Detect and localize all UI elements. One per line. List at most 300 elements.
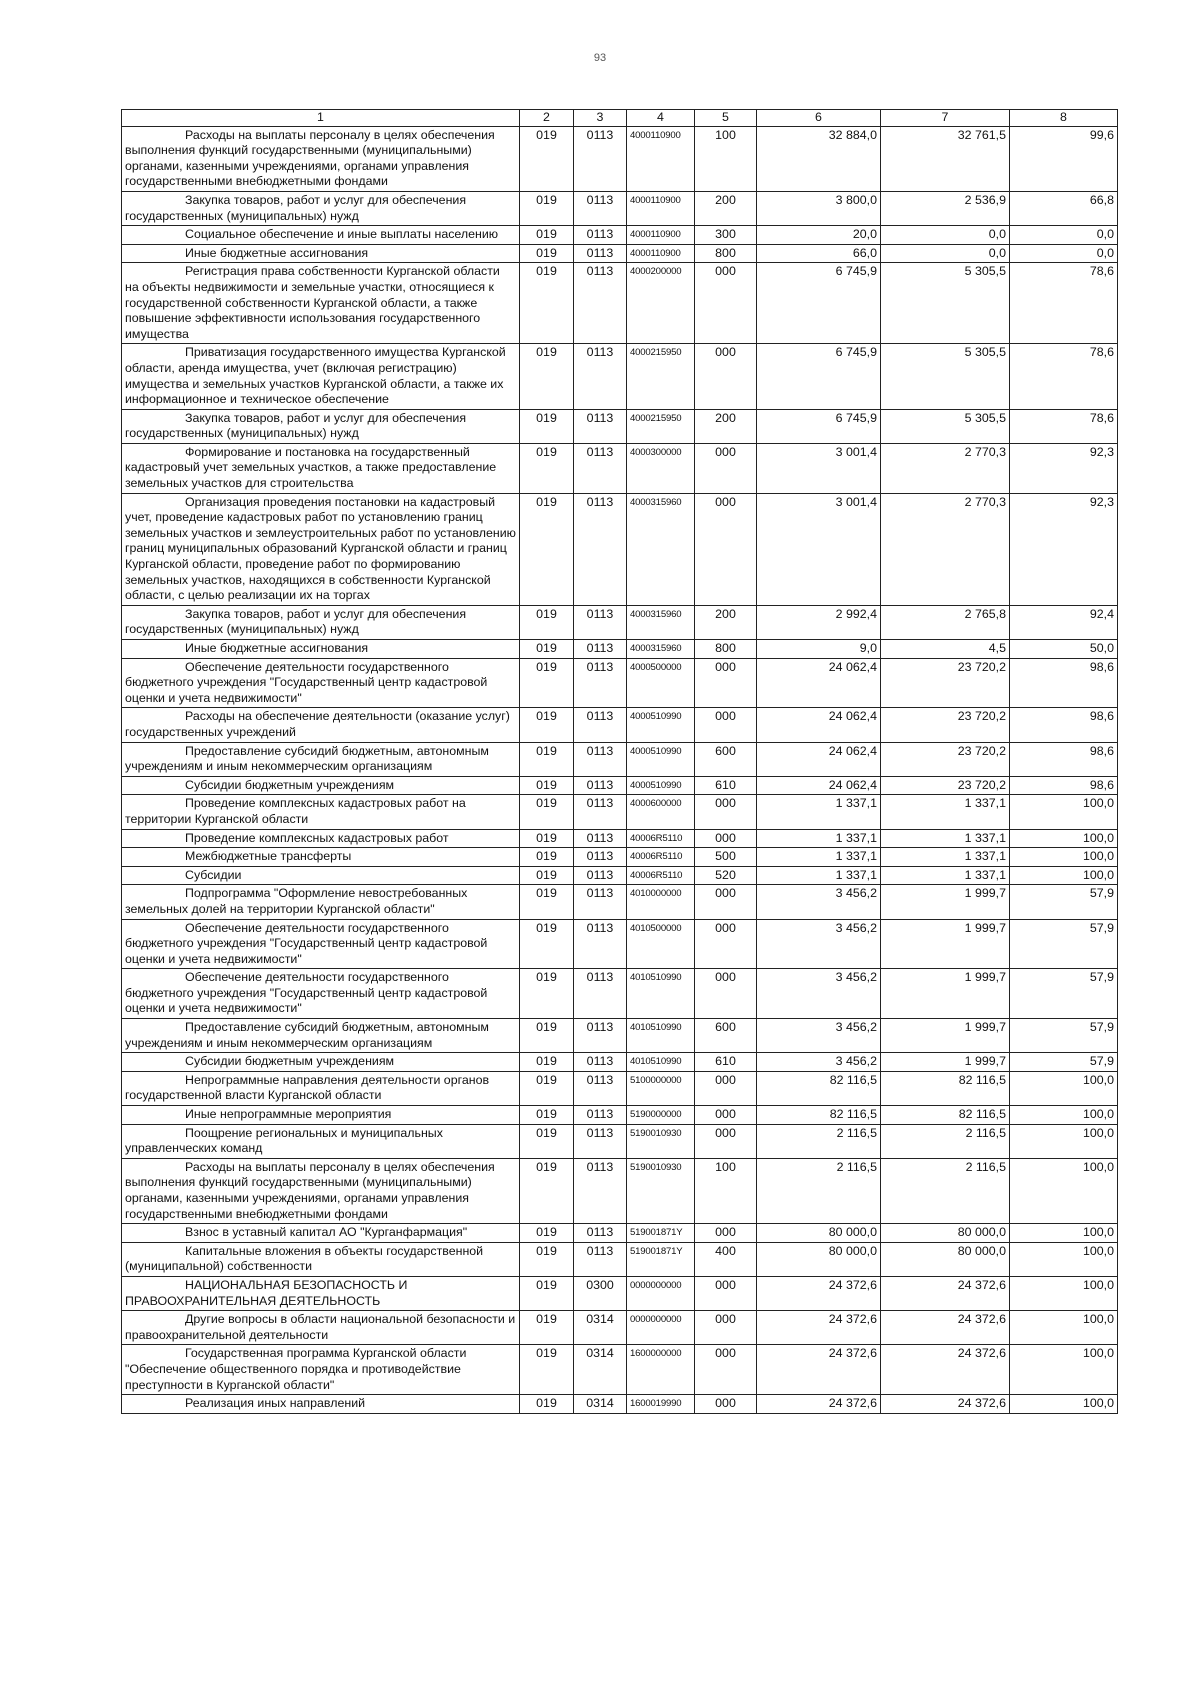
- row-csr: 4000315960: [627, 493, 695, 605]
- row-name: Иные бюджетные ассигнования: [122, 244, 520, 263]
- row-ved: 019: [520, 244, 574, 263]
- row-pct: 57,9: [1010, 919, 1118, 969]
- row-rz: 0113: [574, 605, 627, 639]
- row-fact: 23 720,2: [881, 776, 1010, 795]
- row-plan: 1 337,1: [757, 848, 881, 867]
- row-rz: 0300: [574, 1276, 627, 1310]
- row-pct: 100,0: [1010, 795, 1118, 829]
- row-csr: 4000215950: [627, 409, 695, 443]
- table-row: [122, 658, 1118, 708]
- row-ved: 019: [520, 605, 574, 639]
- row-rz: 0113: [574, 1071, 627, 1105]
- row-pct: 78,6: [1010, 344, 1118, 409]
- row-plan: 80 000,0: [757, 1242, 881, 1276]
- row-fact: 80 000,0: [881, 1242, 1010, 1276]
- row-vr: 200: [695, 409, 757, 443]
- row-csr: 1600000000: [627, 1345, 695, 1395]
- row-csr: 4000510990: [627, 776, 695, 795]
- row-name: Межбюджетные трансферты: [122, 848, 520, 867]
- row-csr: 40006R5110: [627, 829, 695, 848]
- row-csr: 4010000000: [627, 885, 695, 919]
- row-name: Государственная программа Курганской области "Обеспечение общественного порядка и противодействие преступности в Курганской области": [122, 1345, 520, 1395]
- row-pct: 98,6: [1010, 742, 1118, 776]
- row-plan: 24 372,6: [757, 1276, 881, 1310]
- row-rz: 0314: [574, 1311, 627, 1345]
- row-pct: 100,0: [1010, 1071, 1118, 1105]
- row-ved: 019: [520, 443, 574, 493]
- row-csr: 4000110900: [627, 226, 695, 245]
- row-ved: 019: [520, 191, 574, 225]
- row-rz: 0113: [574, 409, 627, 443]
- row-ved: 019: [520, 1224, 574, 1243]
- row-ved: 019: [520, 1242, 574, 1276]
- row-plan: 2 116,5: [757, 1158, 881, 1223]
- table-row: [122, 1311, 1118, 1345]
- row-csr: 4000200000: [627, 263, 695, 344]
- row-csr: 4010510990: [627, 969, 695, 1019]
- header-col-7: 7: [881, 110, 1010, 127]
- row-fact: 24 372,6: [881, 1345, 1010, 1395]
- row-vr: 000: [695, 493, 757, 605]
- row-pct: 98,6: [1010, 658, 1118, 708]
- row-vr: 200: [695, 605, 757, 639]
- table-row: [122, 640, 1118, 659]
- row-name: Реализация иных направлений: [122, 1395, 520, 1414]
- table-row: [122, 1395, 1118, 1414]
- row-rz: 0113: [574, 263, 627, 344]
- row-fact: 1 999,7: [881, 919, 1010, 969]
- row-fact: 32 761,5: [881, 126, 1010, 191]
- row-rz: 0113: [574, 344, 627, 409]
- row-fact: 82 116,5: [881, 1071, 1010, 1105]
- row-name: Расходы на выплаты персоналу в целях обеспечения выполнения функций государственными (муниципальными) органами, казенными учреждениями, органами управления государственными внебюджетными фондами: [122, 126, 520, 191]
- row-ved: 019: [520, 776, 574, 795]
- row-vr: 800: [695, 640, 757, 659]
- row-pct: 92,3: [1010, 443, 1118, 493]
- row-csr: 4010500000: [627, 919, 695, 969]
- row-ved: 019: [520, 1053, 574, 1072]
- row-name: Непрограммные направления деятельности органов государственной власти Курганской области: [122, 1071, 520, 1105]
- row-name: Поощрение региональных и муниципальных управленческих команд: [122, 1124, 520, 1158]
- row-ved: 019: [520, 658, 574, 708]
- row-ved: 019: [520, 1276, 574, 1310]
- row-csr: 5190010930: [627, 1124, 695, 1158]
- row-name: Субсидии бюджетным учреждениям: [122, 1053, 520, 1072]
- row-rz: 0113: [574, 493, 627, 605]
- row-fact: 1 337,1: [881, 829, 1010, 848]
- row-plan: 6 745,9: [757, 344, 881, 409]
- row-rz: 0113: [574, 848, 627, 867]
- row-pct: 100,0: [1010, 1242, 1118, 1276]
- row-fact: 1 999,7: [881, 969, 1010, 1019]
- row-fact: 23 720,2: [881, 658, 1010, 708]
- row-rz: 0113: [574, 1106, 627, 1125]
- header-col-5: 5: [695, 110, 757, 127]
- row-rz: 0113: [574, 640, 627, 659]
- row-plan: 24 062,4: [757, 658, 881, 708]
- table-row: [122, 605, 1118, 639]
- table-row: [122, 795, 1118, 829]
- row-ved: 019: [520, 263, 574, 344]
- row-ved: 019: [520, 866, 574, 885]
- row-pct: 100,0: [1010, 1224, 1118, 1243]
- row-csr: 4000315960: [627, 605, 695, 639]
- table-row: [122, 126, 1118, 191]
- budget-table: [121, 109, 1118, 1414]
- row-vr: 000: [695, 1106, 757, 1125]
- row-pct: 100,0: [1010, 829, 1118, 848]
- row-ved: 019: [520, 919, 574, 969]
- row-fact: 2 536,9: [881, 191, 1010, 225]
- row-fact: 1 337,1: [881, 795, 1010, 829]
- row-name: Организация проведения постановки на кадастровый учет, проведение кадастровых работ по установлению границ земельных участков и землеустроительных работ по установлению границ муниципальных образований Курганской области и границ Курганской области, проведение работ по формированию земельных участков, находящихся в собственности Курганской области, с целью реализации их на торгах: [122, 493, 520, 605]
- table-row: [122, 191, 1118, 225]
- row-csr: 5190000000: [627, 1106, 695, 1125]
- row-pct: 78,6: [1010, 409, 1118, 443]
- row-pct: 100,0: [1010, 1311, 1118, 1345]
- row-plan: 3 456,2: [757, 885, 881, 919]
- row-name: Расходы на выплаты персоналу в целях обеспечения выполнения функций государственными (муниципальными) органами, казенными учреждениями, органами управления государственными внебюджетными фондами: [122, 1158, 520, 1223]
- row-csr: 4000600000: [627, 795, 695, 829]
- row-fact: 4,5: [881, 640, 1010, 659]
- row-rz: 0113: [574, 742, 627, 776]
- row-pct: 100,0: [1010, 1276, 1118, 1310]
- row-fact: 2 770,3: [881, 443, 1010, 493]
- row-fact: 1 337,1: [881, 866, 1010, 885]
- row-name: Социальное обеспечение и иные выплаты населению: [122, 226, 520, 245]
- row-vr: 000: [695, 344, 757, 409]
- row-csr: 4000110900: [627, 191, 695, 225]
- row-fact: 5 305,5: [881, 263, 1010, 344]
- row-ved: 019: [520, 969, 574, 1019]
- table-row: [122, 1242, 1118, 1276]
- row-ved: 019: [520, 829, 574, 848]
- row-plan: 3 001,4: [757, 493, 881, 605]
- row-rz: 0113: [574, 226, 627, 245]
- row-fact: 1 337,1: [881, 848, 1010, 867]
- row-vr: 000: [695, 919, 757, 969]
- row-ved: 019: [520, 1158, 574, 1223]
- row-name: Другие вопросы в области национальной безопасности и правоохранительной деятельности: [122, 1311, 520, 1345]
- row-csr: 5100000000: [627, 1071, 695, 1105]
- row-pct: 100,0: [1010, 1158, 1118, 1223]
- row-vr: 520: [695, 866, 757, 885]
- table-row: [122, 829, 1118, 848]
- row-fact: 24 372,6: [881, 1395, 1010, 1414]
- row-vr: 000: [695, 443, 757, 493]
- table-row: [122, 1224, 1118, 1243]
- row-name: Проведение комплексных кадастровых работ на территории Курганской области: [122, 795, 520, 829]
- row-plan: 24 062,4: [757, 708, 881, 742]
- row-csr: 0000000000: [627, 1311, 695, 1345]
- row-vr: 000: [695, 885, 757, 919]
- row-name: Обеспечение деятельности государственного бюджетного учреждения "Государственный центр кадастровой оценки и учета недвижимости": [122, 969, 520, 1019]
- table-row: [122, 848, 1118, 867]
- row-csr: 4000110900: [627, 126, 695, 191]
- row-plan: 3 456,2: [757, 969, 881, 1019]
- row-plan: 6 745,9: [757, 409, 881, 443]
- row-name: Закупка товаров, работ и услуг для обеспечения государственных (муниципальных) нужд: [122, 605, 520, 639]
- row-name: Закупка товаров, работ и услуг для обеспечения государственных (муниципальных) нужд: [122, 191, 520, 225]
- row-name: Взнос в уставный капитал АО "Курганфармация": [122, 1224, 520, 1243]
- row-pct: 98,6: [1010, 776, 1118, 795]
- header-col-3: 3: [574, 110, 627, 127]
- table-row: [122, 244, 1118, 263]
- table-row: [122, 1276, 1118, 1310]
- row-vr: 000: [695, 1071, 757, 1105]
- header-col-1: 1: [122, 110, 520, 127]
- row-name: Субсидии: [122, 866, 520, 885]
- row-vr: 500: [695, 848, 757, 867]
- row-rz: 0113: [574, 126, 627, 191]
- row-pct: 57,9: [1010, 1053, 1118, 1072]
- row-csr: 5190010930: [627, 1158, 695, 1223]
- row-ved: 019: [520, 742, 574, 776]
- table-body: [122, 126, 1118, 1413]
- row-pct: 50,0: [1010, 640, 1118, 659]
- row-pct: 100,0: [1010, 1106, 1118, 1125]
- row-fact: 0,0: [881, 244, 1010, 263]
- row-rz: 0113: [574, 244, 627, 263]
- row-ved: 019: [520, 708, 574, 742]
- table-row: [122, 1158, 1118, 1223]
- row-name: Регистрация права собственности Курганской области на объекты недвижимости и земельные участки, относящиеся к государственной собственности Курганской области, а также повышение эффективности использования государственного имущества: [122, 263, 520, 344]
- row-pct: 99,6: [1010, 126, 1118, 191]
- row-vr: 100: [695, 1158, 757, 1223]
- row-vr: 000: [695, 1345, 757, 1395]
- row-pct: 0,0: [1010, 226, 1118, 245]
- row-plan: 82 116,5: [757, 1071, 881, 1105]
- row-ved: 019: [520, 126, 574, 191]
- row-ved: 019: [520, 1124, 574, 1158]
- row-pct: 98,6: [1010, 708, 1118, 742]
- row-name: Расходы на обеспечение деятельности (оказание услуг) государственных учреждений: [122, 708, 520, 742]
- row-rz: 0314: [574, 1395, 627, 1414]
- row-rz: 0314: [574, 1345, 627, 1395]
- row-plan: 3 456,2: [757, 1019, 881, 1053]
- row-rz: 0113: [574, 795, 627, 829]
- row-vr: 000: [695, 658, 757, 708]
- row-vr: 100: [695, 126, 757, 191]
- table-row: [122, 443, 1118, 493]
- row-csr: 4010510990: [627, 1019, 695, 1053]
- row-plan: 6 745,9: [757, 263, 881, 344]
- row-pct: 92,3: [1010, 493, 1118, 605]
- row-plan: 2 992,4: [757, 605, 881, 639]
- row-vr: 610: [695, 1053, 757, 1072]
- table-row: [122, 1124, 1118, 1158]
- page-number: 93: [593, 52, 607, 64]
- row-fact: 1 999,7: [881, 1019, 1010, 1053]
- row-csr: 4000110900: [627, 244, 695, 263]
- row-fact: 2 116,5: [881, 1158, 1010, 1223]
- row-csr: 4000315960: [627, 640, 695, 659]
- row-name: Предоставление субсидий бюджетным, автономным учреждениям и иным некоммерческим организациям: [122, 742, 520, 776]
- row-vr: 000: [695, 795, 757, 829]
- row-ved: 019: [520, 795, 574, 829]
- row-rz: 0113: [574, 658, 627, 708]
- header-col-2: 2: [520, 110, 574, 127]
- row-ved: 019: [520, 1106, 574, 1125]
- row-pct: 57,9: [1010, 1019, 1118, 1053]
- row-ved: 019: [520, 640, 574, 659]
- table-row: [122, 1053, 1118, 1072]
- table-row: [122, 263, 1118, 344]
- table-row: [122, 493, 1118, 605]
- row-vr: 800: [695, 244, 757, 263]
- row-plan: 24 372,6: [757, 1311, 881, 1345]
- row-rz: 0113: [574, 776, 627, 795]
- row-vr: 000: [695, 969, 757, 1019]
- row-plan: 9,0: [757, 640, 881, 659]
- row-plan: 1 337,1: [757, 829, 881, 848]
- row-plan: 3 800,0: [757, 191, 881, 225]
- row-ved: 019: [520, 493, 574, 605]
- row-name: Формирование и постановка на государственный кадастровый учет земельных участков, а также предоставление земельных участков для строительства: [122, 443, 520, 493]
- row-rz: 0113: [574, 191, 627, 225]
- row-ved: 019: [520, 226, 574, 245]
- row-rz: 0113: [574, 1158, 627, 1223]
- header-row: [122, 110, 1118, 127]
- row-pct: 100,0: [1010, 866, 1118, 885]
- row-fact: 1 999,7: [881, 1053, 1010, 1072]
- row-fact: 82 116,5: [881, 1106, 1010, 1125]
- row-rz: 0113: [574, 1242, 627, 1276]
- row-vr: 000: [695, 263, 757, 344]
- table-row: [122, 1071, 1118, 1105]
- row-plan: 3 456,2: [757, 1053, 881, 1072]
- row-plan: 82 116,5: [757, 1106, 881, 1125]
- row-rz: 0113: [574, 1124, 627, 1158]
- row-pct: 100,0: [1010, 1345, 1118, 1395]
- row-plan: 2 116,5: [757, 1124, 881, 1158]
- row-pct: 57,9: [1010, 969, 1118, 1019]
- row-vr: 200: [695, 191, 757, 225]
- row-vr: 300: [695, 226, 757, 245]
- row-ved: 019: [520, 848, 574, 867]
- row-csr: 4010510990: [627, 1053, 695, 1072]
- row-pct: 0,0: [1010, 244, 1118, 263]
- row-rz: 0113: [574, 969, 627, 1019]
- row-plan: 80 000,0: [757, 1224, 881, 1243]
- table-row: [122, 1019, 1118, 1053]
- row-csr: 519001871Y: [627, 1242, 695, 1276]
- row-pct: 100,0: [1010, 1395, 1118, 1414]
- row-ved: 019: [520, 885, 574, 919]
- row-fact: 24 372,6: [881, 1276, 1010, 1310]
- row-name: Проведение комплексных кадастровых работ: [122, 829, 520, 848]
- row-name: Приватизация государственного имущества Курганской области, аренда имущества, учет (включая регистрацию) имущества и земельных участков Курганской области, а также их информационное и техническое обеспечение: [122, 344, 520, 409]
- table-row: [122, 742, 1118, 776]
- row-name: НАЦИОНАЛЬНАЯ БЕЗОПАСНОСТЬ И ПРАВООХРАНИТЕЛЬНАЯ ДЕЯТЕЛЬНОСТЬ: [122, 1276, 520, 1310]
- row-plan: 24 062,4: [757, 742, 881, 776]
- row-ved: 019: [520, 1395, 574, 1414]
- table-row: [122, 885, 1118, 919]
- row-ved: 019: [520, 1345, 574, 1395]
- row-ved: 019: [520, 409, 574, 443]
- row-pct: 78,6: [1010, 263, 1118, 344]
- table-row: [122, 969, 1118, 1019]
- table-row: [122, 344, 1118, 409]
- header-col-8: 8: [1010, 110, 1118, 127]
- row-vr: 000: [695, 1395, 757, 1414]
- row-rz: 0113: [574, 885, 627, 919]
- table-row: [122, 919, 1118, 969]
- table-row: [122, 226, 1118, 245]
- header-col-6: 6: [757, 110, 881, 127]
- row-vr: 000: [695, 1276, 757, 1310]
- row-csr: 4000300000: [627, 443, 695, 493]
- row-fact: 23 720,2: [881, 742, 1010, 776]
- row-pct: 57,9: [1010, 885, 1118, 919]
- table-row: [122, 866, 1118, 885]
- row-fact: 23 720,2: [881, 708, 1010, 742]
- row-name: Обеспечение деятельности государственного бюджетного учреждения "Государственный центр кадастровой оценки и учета недвижимости": [122, 658, 520, 708]
- row-pct: 100,0: [1010, 848, 1118, 867]
- header-col-4: 4: [627, 110, 695, 127]
- row-name: Обеспечение деятельности государственного бюджетного учреждения "Государственный центр кадастровой оценки и учета недвижимости": [122, 919, 520, 969]
- row-fact: 0,0: [881, 226, 1010, 245]
- row-name: Предоставление субсидий бюджетным, автономным учреждениям и иным некоммерческим организациям: [122, 1019, 520, 1053]
- row-plan: 20,0: [757, 226, 881, 245]
- row-rz: 0113: [574, 919, 627, 969]
- row-csr: 1600019990: [627, 1395, 695, 1414]
- row-csr: 4000510990: [627, 708, 695, 742]
- row-csr: 519001871Y: [627, 1224, 695, 1243]
- row-pct: 100,0: [1010, 1124, 1118, 1158]
- row-rz: 0113: [574, 443, 627, 493]
- row-name: Закупка товаров, работ и услуг для обеспечения государственных (муниципальных) нужд: [122, 409, 520, 443]
- row-plan: 1 337,1: [757, 795, 881, 829]
- row-fact: 24 372,6: [881, 1311, 1010, 1345]
- row-rz: 0113: [574, 708, 627, 742]
- row-plan: 3 001,4: [757, 443, 881, 493]
- row-pct: 66,8: [1010, 191, 1118, 225]
- row-vr: 600: [695, 742, 757, 776]
- row-vr: 000: [695, 1311, 757, 1345]
- row-vr: 610: [695, 776, 757, 795]
- row-rz: 0113: [574, 1053, 627, 1072]
- row-vr: 000: [695, 829, 757, 848]
- row-vr: 400: [695, 1242, 757, 1276]
- row-fact: 2 770,3: [881, 493, 1010, 605]
- table-row: [122, 1345, 1118, 1395]
- row-vr: 000: [695, 1224, 757, 1243]
- row-plan: 24 372,6: [757, 1345, 881, 1395]
- row-csr: 4000500000: [627, 658, 695, 708]
- row-name: Иные бюджетные ассигнования: [122, 640, 520, 659]
- row-fact: 5 305,5: [881, 344, 1010, 409]
- row-name: Подпрограмма "Оформление невостребованных земельных долей на территории Курганской области": [122, 885, 520, 919]
- row-fact: 80 000,0: [881, 1224, 1010, 1243]
- row-ved: 019: [520, 1311, 574, 1345]
- row-vr: 600: [695, 1019, 757, 1053]
- row-fact: 2 765,8: [881, 605, 1010, 639]
- row-ved: 019: [520, 1019, 574, 1053]
- row-rz: 0113: [574, 866, 627, 885]
- row-csr: 0000000000: [627, 1276, 695, 1310]
- table-row: [122, 1106, 1118, 1125]
- row-fact: 5 305,5: [881, 409, 1010, 443]
- row-csr: 4000215950: [627, 344, 695, 409]
- row-name: Субсидии бюджетным учреждениям: [122, 776, 520, 795]
- row-fact: 2 116,5: [881, 1124, 1010, 1158]
- row-rz: 0113: [574, 829, 627, 848]
- row-plan: 32 884,0: [757, 126, 881, 191]
- row-csr: 4000510990: [627, 742, 695, 776]
- row-csr: 40006R5110: [627, 848, 695, 867]
- row-ved: 019: [520, 1071, 574, 1105]
